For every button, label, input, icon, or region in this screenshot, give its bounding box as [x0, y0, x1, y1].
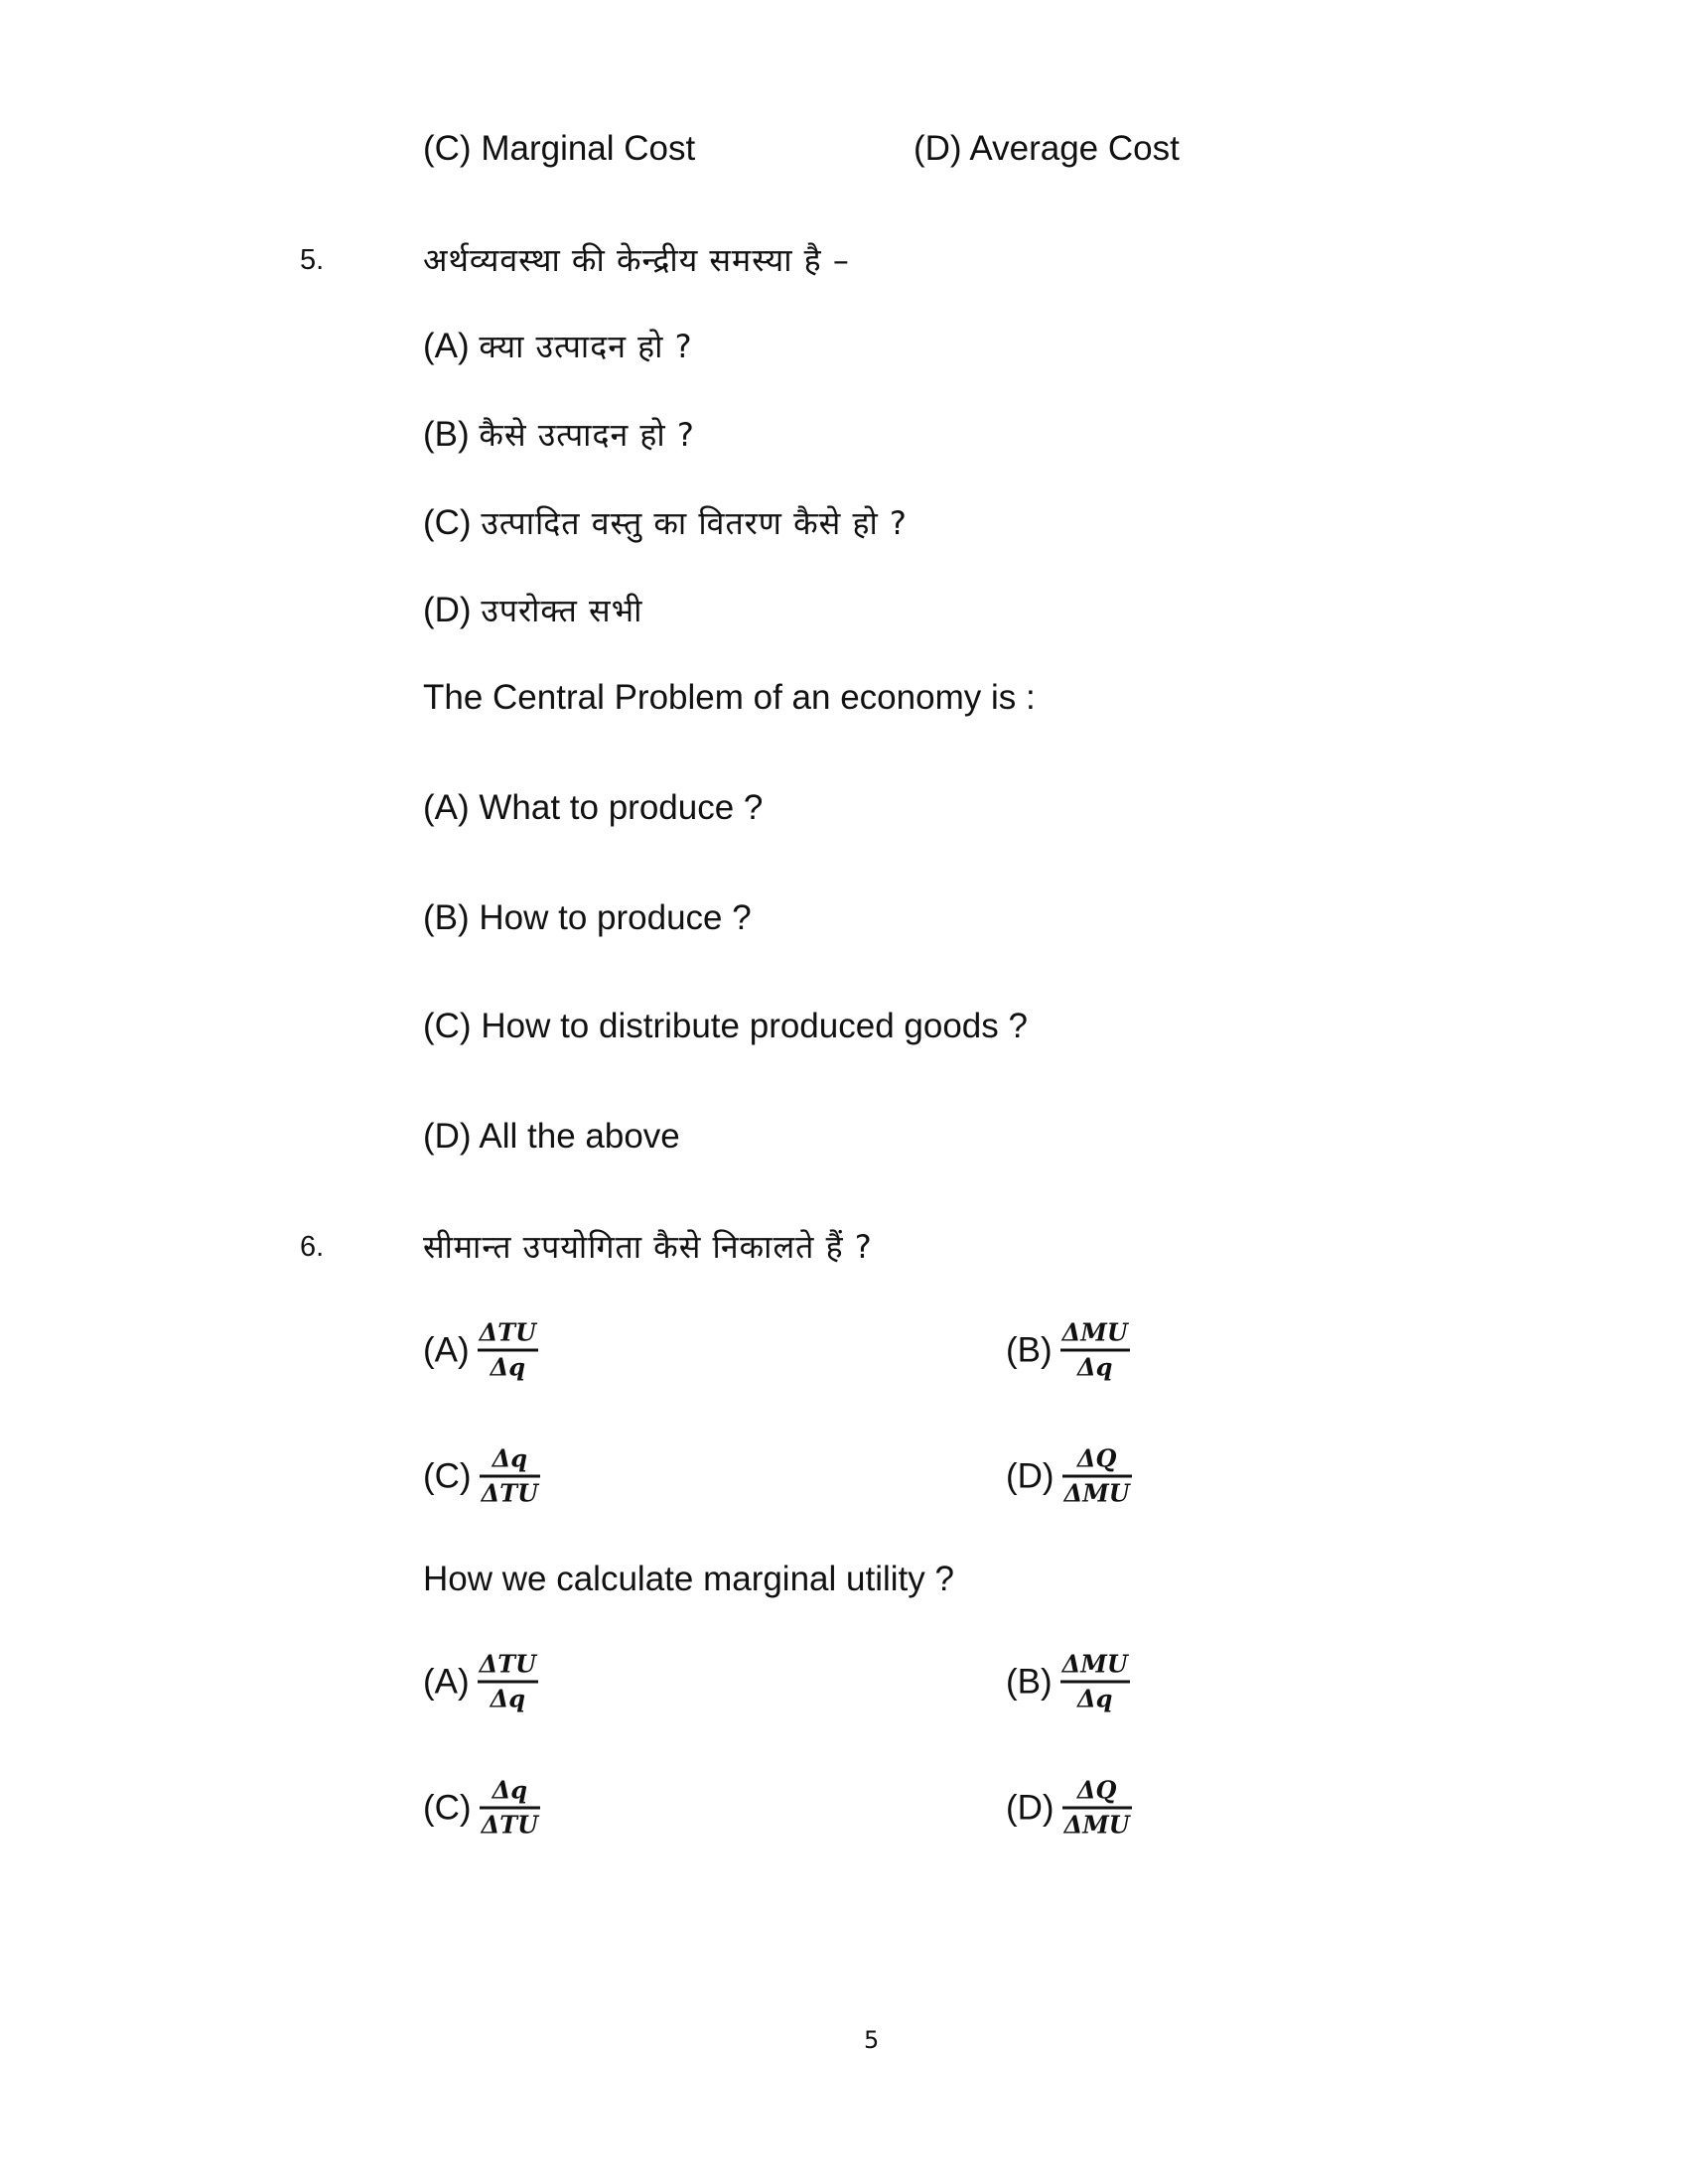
q6-english-option-a: [423, 1651, 538, 1713]
numerator: Δq: [492, 1775, 527, 1805]
option-label: (B): [1006, 1662, 1053, 1701]
denominator: Δq: [1077, 1684, 1113, 1713]
numerator: ΔTU: [479, 1649, 537, 1679]
q5-hindi-option-c: [423, 503, 908, 543]
option-text: उत्पादित वस्तु का वितरण कैसे हो ?: [481, 504, 908, 542]
option-label: (A): [423, 1330, 470, 1369]
option-label: (D): [423, 1117, 472, 1156]
option-label: (B): [423, 415, 470, 454]
option-label: (C): [423, 1788, 472, 1827]
q6-hindi-question: सीमान्त उपयोगिता कैसे निकालते हैं ?: [423, 1228, 873, 1266]
option-text: How to produce ?: [479, 898, 752, 937]
q6-english-question: How we calculate marginal utility ?: [423, 1560, 954, 1598]
option-label: (D): [1006, 1788, 1055, 1827]
option-label: (B): [423, 898, 470, 937]
q5-hindi-option-b: [423, 415, 695, 455]
fraction: [1060, 1319, 1130, 1382]
numerator: ΔQ: [1076, 1443, 1117, 1473]
fraction: [478, 1319, 538, 1382]
option-label: (A): [423, 327, 470, 365]
numerator: ΔMU: [1061, 1649, 1128, 1679]
denominator: ΔTU: [481, 1810, 539, 1840]
option-label: (D): [914, 129, 962, 168]
q5-english-option-a: [423, 788, 763, 828]
fraction: [480, 1777, 540, 1840]
denominator: Δq: [490, 1352, 526, 1382]
option-text: Average Cost: [969, 129, 1180, 168]
fraction: [478, 1651, 538, 1713]
numerator: ΔQ: [1076, 1775, 1117, 1805]
q5-english-question: The Central Problem of an economy is :: [423, 678, 1036, 717]
q6-english-option-b: [1006, 1651, 1130, 1713]
option-text: How to distribute produced goods ?: [481, 1007, 1028, 1045]
q5-english-option-c: [423, 1007, 1028, 1046]
q5-english-option-b: [423, 898, 752, 938]
numerator: ΔTU: [479, 1317, 537, 1347]
fraction: [1062, 1777, 1132, 1840]
denominator: ΔMU: [1063, 1810, 1130, 1840]
option-label: (C): [423, 503, 472, 542]
option-label: (C): [423, 1456, 472, 1495]
prev-option-c: [423, 129, 695, 169]
fraction: [1062, 1445, 1132, 1508]
q6-english-option-d: [1006, 1777, 1132, 1840]
option-label: (D): [1006, 1456, 1055, 1495]
denominator: ΔTU: [481, 1478, 539, 1508]
option-label: (B): [1006, 1330, 1053, 1369]
denominator: Δq: [1077, 1352, 1113, 1382]
option-text: क्या उत्पादन हो ?: [479, 328, 693, 365]
option-text: कैसे उत्पादन हो ?: [479, 416, 695, 454]
q5-english-option-d: [423, 1117, 680, 1157]
numerator: ΔMU: [1061, 1317, 1128, 1347]
q6-hindi-option-a: [423, 1319, 538, 1382]
fraction: [480, 1445, 540, 1508]
q6-hindi-option-b: [1006, 1319, 1130, 1382]
numerator: Δq: [492, 1443, 527, 1473]
q6-hindi-option-d: [1006, 1445, 1132, 1508]
question-number-5: 5.: [300, 244, 325, 276]
prev-option-d: [914, 129, 1180, 169]
denominator: Δq: [490, 1684, 526, 1713]
q5-hindi-question: अर्थव्यवस्था की केन्द्रीय समस्या है –: [423, 241, 850, 279]
option-label: (A): [423, 788, 470, 827]
denominator: ΔMU: [1063, 1478, 1130, 1508]
fraction: [1060, 1651, 1130, 1713]
option-label: (C): [423, 129, 472, 168]
option-text: All the above: [479, 1117, 680, 1156]
q5-hindi-option-a: [423, 327, 693, 366]
option-text: उपरोक्त सभी: [481, 592, 643, 629]
option-label: (D): [423, 591, 472, 629]
option-text: What to produce ?: [479, 788, 764, 827]
question-number-6: 6.: [300, 1231, 325, 1263]
option-text: Marginal Cost: [481, 129, 696, 168]
q6-english-option-c: [423, 1777, 540, 1840]
q5-hindi-option-d: [423, 591, 642, 630]
q6-hindi-option-c: [423, 1445, 540, 1508]
option-label: (A): [423, 1662, 470, 1701]
page-number: 5: [864, 2026, 880, 2054]
option-label: (C): [423, 1007, 472, 1045]
